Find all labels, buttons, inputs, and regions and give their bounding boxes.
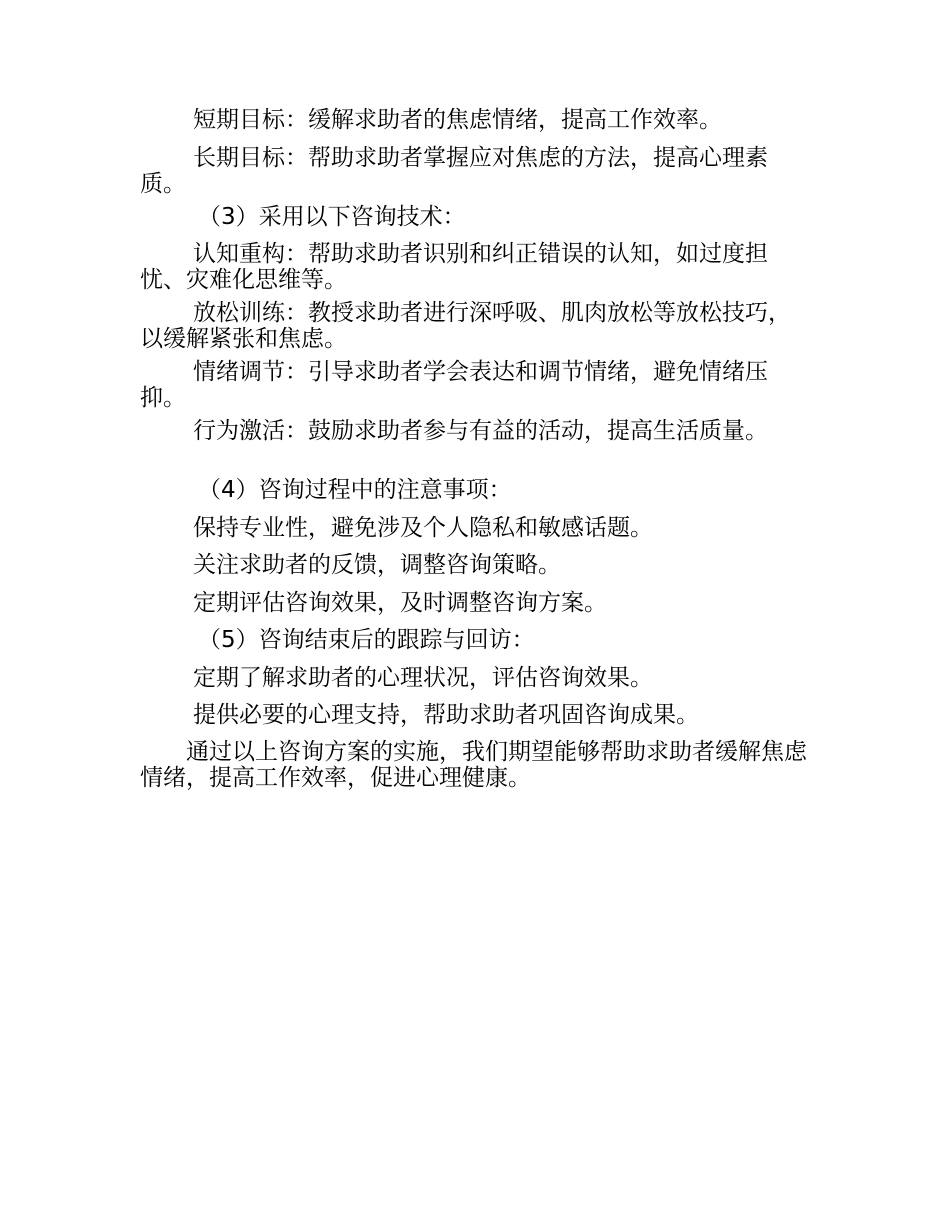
paragraph-behavioral-activation: 行为激活：鼓励求助者参与有益的活动，提高生活质量。 [193,418,768,444]
paragraph-long-term-goal: 长期目标：帮助求助者掌握应对焦虑的方法，提高心理素质。 [140,145,768,197]
paragraph-professionalism: 保持专业性，避免涉及个人隐私和敏感话题。 [193,515,653,541]
section-heading-techniques: （3）采用以下咨询技术： [198,204,466,230]
paragraph-short-term-goal: 短期目标：缓解求助者的焦虑情绪，提高工作效率。 [193,107,722,133]
paragraph-feedback: 关注求助者的反馈，调整咨询策略。 [193,552,561,578]
paragraph-conclusion: 通过以上咨询方案的实施，我们期望能够帮助求助者缓解焦虑情绪，提高工作效率，促进心理健康。 [140,739,807,791]
paragraph-psychological-status: 定期了解求助者的心理状况，评估咨询效果。 [193,665,653,691]
paragraph-support: 提供必要的心理支持，帮助求助者巩固咨询成果。 [193,702,699,728]
section-heading-follow-up: （5）咨询结束后的跟踪与回访： [198,627,535,653]
section-heading-precautions: （4）咨询过程中的注意事项： [198,477,512,503]
paragraph-relaxation-training: 放松训练：教授求助者进行深呼吸、肌肉放松等放松技巧，以缓解紧张和焦虑。 [140,300,791,352]
paragraph-periodic-evaluation: 定期评估咨询效果，及时调整咨询方案。 [193,590,607,616]
paragraph-cognitive-restructuring: 认知重构：帮助求助者识别和纠正错误的认知，如过度担忧、灾难化思维等。 [140,241,768,293]
paragraph-emotion-regulation: 情绪调节：引导求助者学会表达和调节情绪，避免情绪压抑。 [140,359,768,411]
